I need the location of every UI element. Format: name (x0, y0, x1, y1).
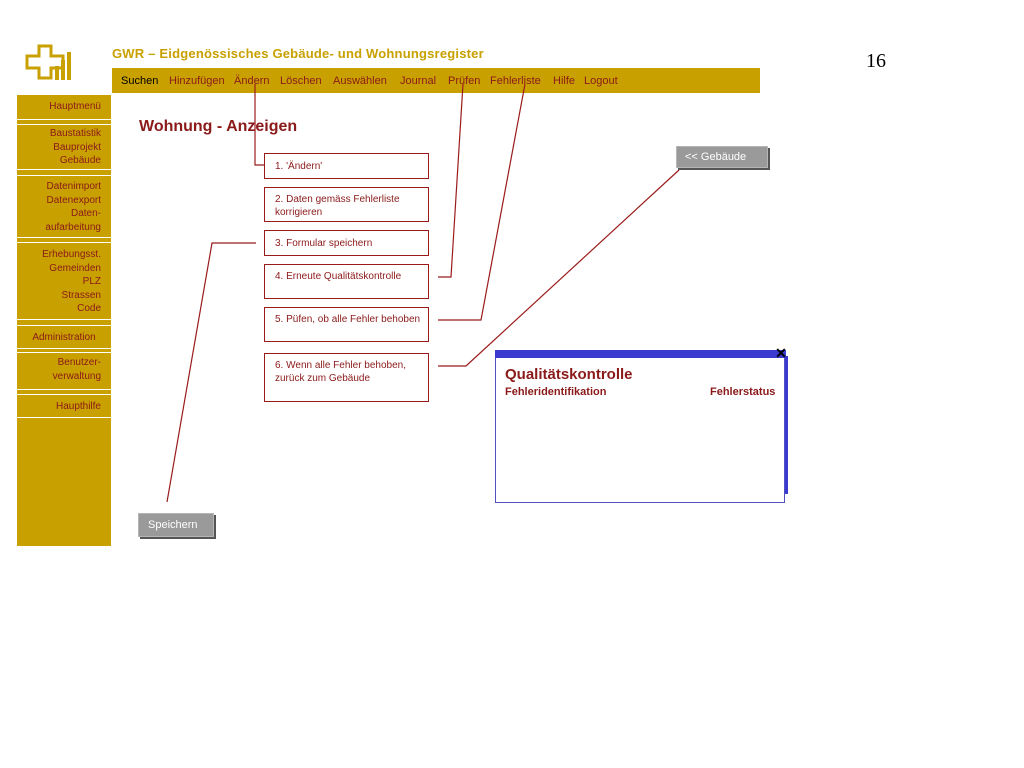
app-title: GWR – Eidgenössisches Gebäude- und Wohnungsregister (112, 46, 484, 61)
sidebar-label: Datenexport (46, 194, 101, 206)
sidebar-item-hauptmenu[interactable] (17, 94, 111, 120)
menu-item-journal[interactable]: Journal (400, 75, 437, 87)
sidebar-item-datenimport[interactable] (17, 175, 111, 238)
menu-item-pruefen[interactable]: Prüfen (448, 75, 481, 87)
column-header-error-status: Fehlerstatus (710, 386, 776, 398)
menu-item-hinzufuegen[interactable]: Hinzufügen (169, 75, 225, 87)
sidebar-item-baustatistik[interactable] (17, 124, 111, 170)
step-1-box: 1. 'Ändern' (264, 153, 429, 179)
quality-control-titlebar (495, 350, 786, 358)
step-2-box: 2. Daten gemäss Fehlerliste korrigieren (264, 187, 429, 222)
sidebar-item-benutzerverwaltung[interactable] (17, 352, 111, 390)
sidebar-label: Datenimport (46, 181, 101, 192)
sidebar-item-haupthilfe[interactable] (17, 394, 111, 418)
page-number: 16 (866, 50, 886, 72)
main-menubar (112, 68, 760, 93)
menu-item-auswaehlen[interactable]: Auswählen (333, 75, 387, 87)
sidebar-label: Haupthilfe (55, 401, 101, 412)
close-icon[interactable]: ✕ (775, 345, 787, 361)
sidebar-label: Bauprojekt (53, 141, 101, 153)
back-to-building-button[interactable]: << Gebäude (676, 146, 768, 168)
sidebar-label: Benutzer- (57, 357, 101, 368)
sidebar (17, 94, 111, 546)
sidebar-label: Erhebungsst. (42, 249, 101, 260)
menu-item-suchen[interactable]: Suchen (121, 75, 159, 87)
sidebar-label: Hauptmenü (49, 101, 101, 112)
sidebar-label: aufarbeitung (45, 221, 101, 233)
menu-item-fehlerliste[interactable]: Fehlerliste (490, 75, 541, 87)
sidebar-label: Gemeinden (49, 262, 101, 274)
column-header-error-id: Fehleridentifikation (505, 386, 607, 398)
gwr-logo (25, 44, 75, 84)
menu-item-loeschen[interactable]: Löschen (280, 75, 322, 87)
menu-item-hilfe[interactable]: Hilfe (553, 75, 576, 87)
quality-control-panel-shadow (785, 356, 788, 494)
sidebar-label: Administration (32, 332, 96, 343)
step-4-box: 4. Erneute Qualitätskontrolle (264, 264, 429, 299)
sidebar-item-erhebungsstellen[interactable] (17, 242, 111, 320)
sidebar-label: Gebäude (59, 155, 101, 166)
sidebar-label: verwaltung (52, 370, 101, 382)
menu-item-logout[interactable]: Logout (584, 75, 618, 87)
step-6-box: 6. Wenn alle Fehler behoben, zurück zum Gebäude (264, 353, 429, 402)
step-5-box: 5. Püfen, ob alle Fehler behoben (264, 307, 429, 342)
sidebar-label: Strassen (61, 289, 101, 301)
sidebar-label: PLZ (82, 276, 101, 287)
save-button[interactable]: Speichern (138, 513, 214, 537)
sidebar-label: Baustatistik (49, 128, 101, 139)
quality-control-title: Qualitätskontrolle (505, 366, 633, 383)
sidebar-item-administration[interactable] (17, 325, 111, 349)
step-3-box: 3. Formular speichern (264, 230, 429, 256)
sidebar-label: Daten- (70, 208, 101, 219)
menu-item-aendern[interactable]: Ändern (234, 75, 270, 87)
sidebar-label: Code (77, 303, 101, 314)
page-title: Wohnung - Anzeigen (139, 118, 298, 135)
